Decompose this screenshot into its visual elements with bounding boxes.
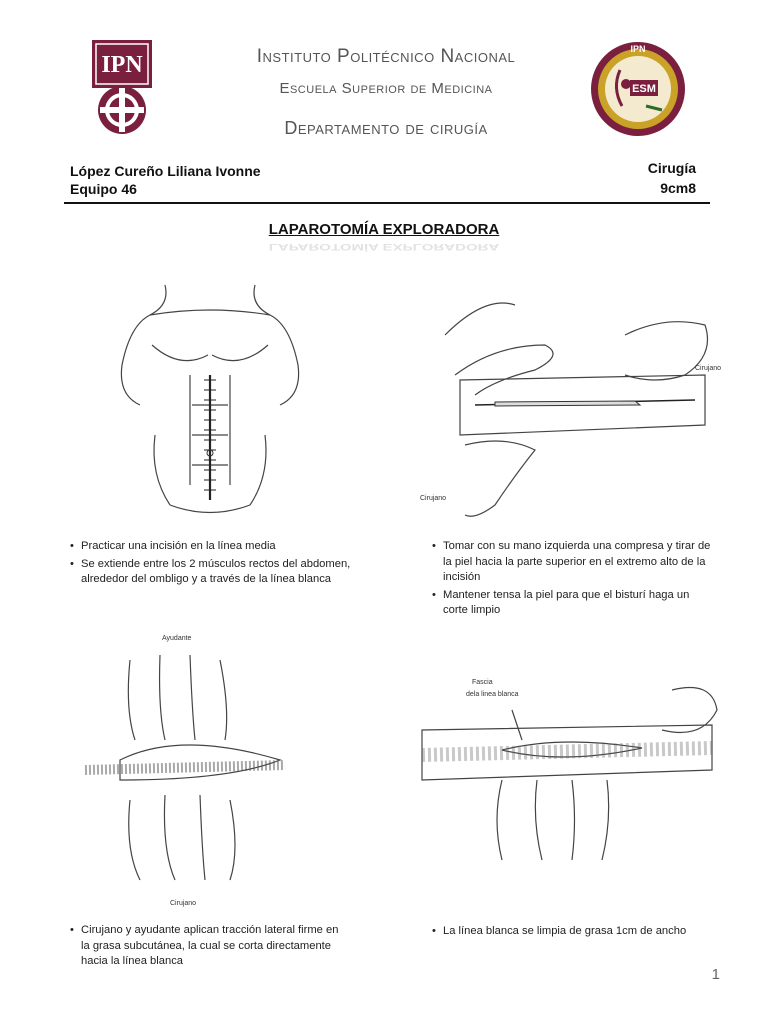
- student-info: [70, 162, 261, 198]
- fig4-label-linea: dela linea blanca: [466, 691, 519, 698]
- page-number: 1: [711, 966, 720, 983]
- header-divider: [64, 202, 710, 204]
- course-group: 9cm8: [660, 180, 696, 196]
- page-title: LAPAROTOMÍA EXPLORADORA: [268, 221, 500, 238]
- ipn-logo-text: IPN: [101, 52, 143, 78]
- fig3-label-surgeon: Cirujano: [170, 900, 197, 907]
- school-name: Escuela Superior de Medicina: [279, 80, 493, 97]
- bullets-linea-alba: [432, 924, 717, 942]
- traction-illustration: [80, 630, 290, 910]
- list-item: • Cirujano y ayudante aplican tracción lateral firme en la grasa subcutánea, la cual se corta directamente hacia la línea blanca: [70, 923, 350, 970]
- esm-logo-text: ESM: [632, 83, 656, 95]
- bullets-skin-tension: [432, 539, 717, 621]
- department-name: Departamento de cirugía: [284, 118, 488, 138]
- bullets-traction: [70, 923, 350, 972]
- list-item: • Practicar una incisión en la línea media: [70, 539, 370, 555]
- course-subject: Cirugía: [647, 160, 696, 176]
- fig4-label-fascia: Fascia: [472, 679, 493, 686]
- institute-name: Instituto Politécnico Nacional: [256, 46, 516, 67]
- course-info: [648, 158, 696, 198]
- list-item: • Mantener tensa la piel para que el bisturí haga un corte limpio: [432, 588, 717, 619]
- esm-logo-top: IPN: [630, 44, 646, 54]
- bullets-incision: [70, 539, 370, 590]
- fig2-label-surgeon: Cirujano: [695, 365, 722, 372]
- team-label: Equipo 46: [70, 181, 137, 197]
- fig2-label-surgeon-b: Cirujano: [420, 495, 447, 502]
- list-item: • Tomar con su mano izquierda una compresa y tirar de la piel hacia la parte superior en el extremo alto de la incisión: [432, 539, 717, 586]
- list-item: • La línea blanca se limpia de grasa 1cm de ancho: [432, 924, 717, 940]
- list-item: • Se extiende entre los 2 músculos rectos del abdomen, alrededor del ombligo y a través de la línea blanca: [70, 557, 370, 588]
- fig3-label-assistant: Ayudante: [162, 635, 192, 642]
- scalpel-illustration: [415, 275, 735, 525]
- linea-alba-illustration: [412, 670, 722, 870]
- esm-logo: [588, 40, 688, 138]
- title-reflection: LAPAROTOMÍA EXPLORADORA: [268, 241, 500, 252]
- torso-illustration: [110, 275, 310, 533]
- student-name: López Cureño Liliana Ivonne: [70, 163, 261, 179]
